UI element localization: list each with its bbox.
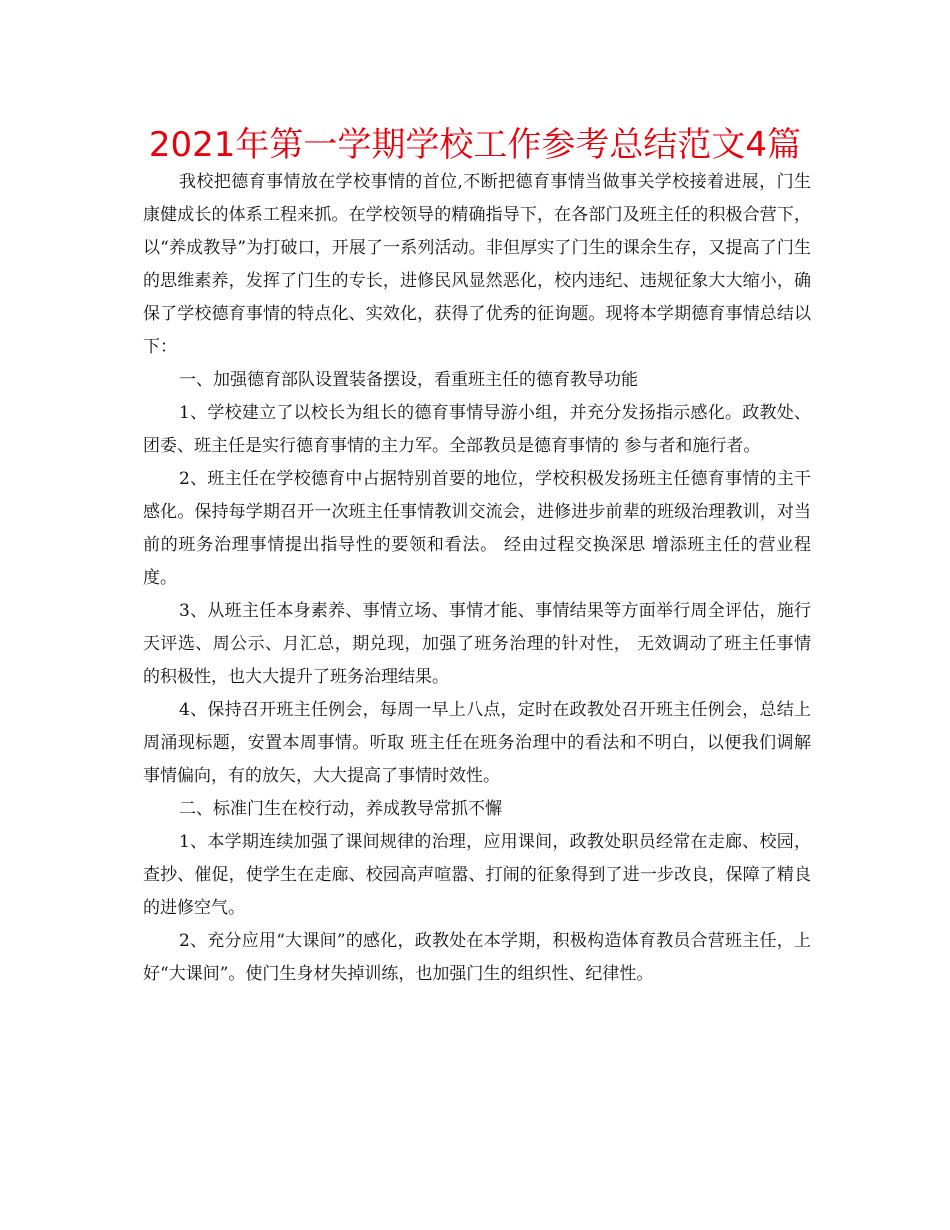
document-body [143,166,811,991]
paragraph-1-1: 1、学校建立了以校长为组长的德育事情导游小组，并充分发扬指示感化。政教处、团委、班主任是实行德育事情的主力军。全部教员是德育事情的 参与者和施行者。 [143,403,811,456]
paragraph-intro: 我校把德育事情放在学校事情的首位,不断把德育事情当做事关学校接着进展，门生康健成长的体系工程来抓。在学校领导的精确指导下，在各部门及班主任的积极合营下，以“养成教导”为打破口，开展了一系列活动。非但厚实了门生的课余生存，又提高了门生的思维素养，发挥了门生的专长，进修民风显然恶化，校内违纪、违规征象大大缩小，确保了学校德育事情的特点化、实效化，获得了优秀的征询题。现将本学期德育事情总结以下： [143,172,811,357]
paragraph-1-4: 4、保持召开班主任例会，每周一早上八点，定时在政教处召开班主任例会，总结上周涌现标题，安置本周事情。听取 班主任在班务治理中的看法和不明白，以便我们调解事情偏向，有的放矢，大大提高了事情时效性。 [143,700,811,786]
section-heading-2: 二、标准门生在校行动，养成教导常抓不懈 [179,799,502,819]
document-title: 2021年第一学期学校工作参考总结范文4篇 [148,125,802,165]
paragraph-1-3: 3、从班主任本身素养、事情立场、事情才能、事情结果等方面举行周全评估，施行天评选、周公示、月汇总，期兑现，加强了班务治理的针对性， 无效调动了班主任事情的积极性，也大大提升了班务治理结果。 [143,601,811,687]
paragraph-2-2: 2、充分应用“大课间”的感化，政教处在本学期，积极构造体育教员合营班主任，上好“大课间”。使门生身材失掉训练，也加强门生的组织性、纪律性。 [143,931,811,984]
section-heading-1: 一、加强德育部队设置装备摆设，看重班主任的德育教导功能 [179,370,638,390]
paragraph-1-2: 2、班主任在学校德育中占据特别首要的地位，学校积极发扬班主任德育事情的主干感化。保持每学期召开一次班主任事情教训交流会，进修进步前辈的班级治理教训，对当前的班务治理事情提出指导性的要领和看法。 经由过程交换深思 增添班主任的营业程度。 [143,469,811,588]
paragraph-2-1: 1、本学期连续加强了课间规律的治理，应用课间，政教处职员经常在走廊、校园，查抄、催促，使学生在走廊、校园高声喧嚣、打闹的征象得到了进一步改良，保障了精良的进修空气。 [143,832,811,918]
